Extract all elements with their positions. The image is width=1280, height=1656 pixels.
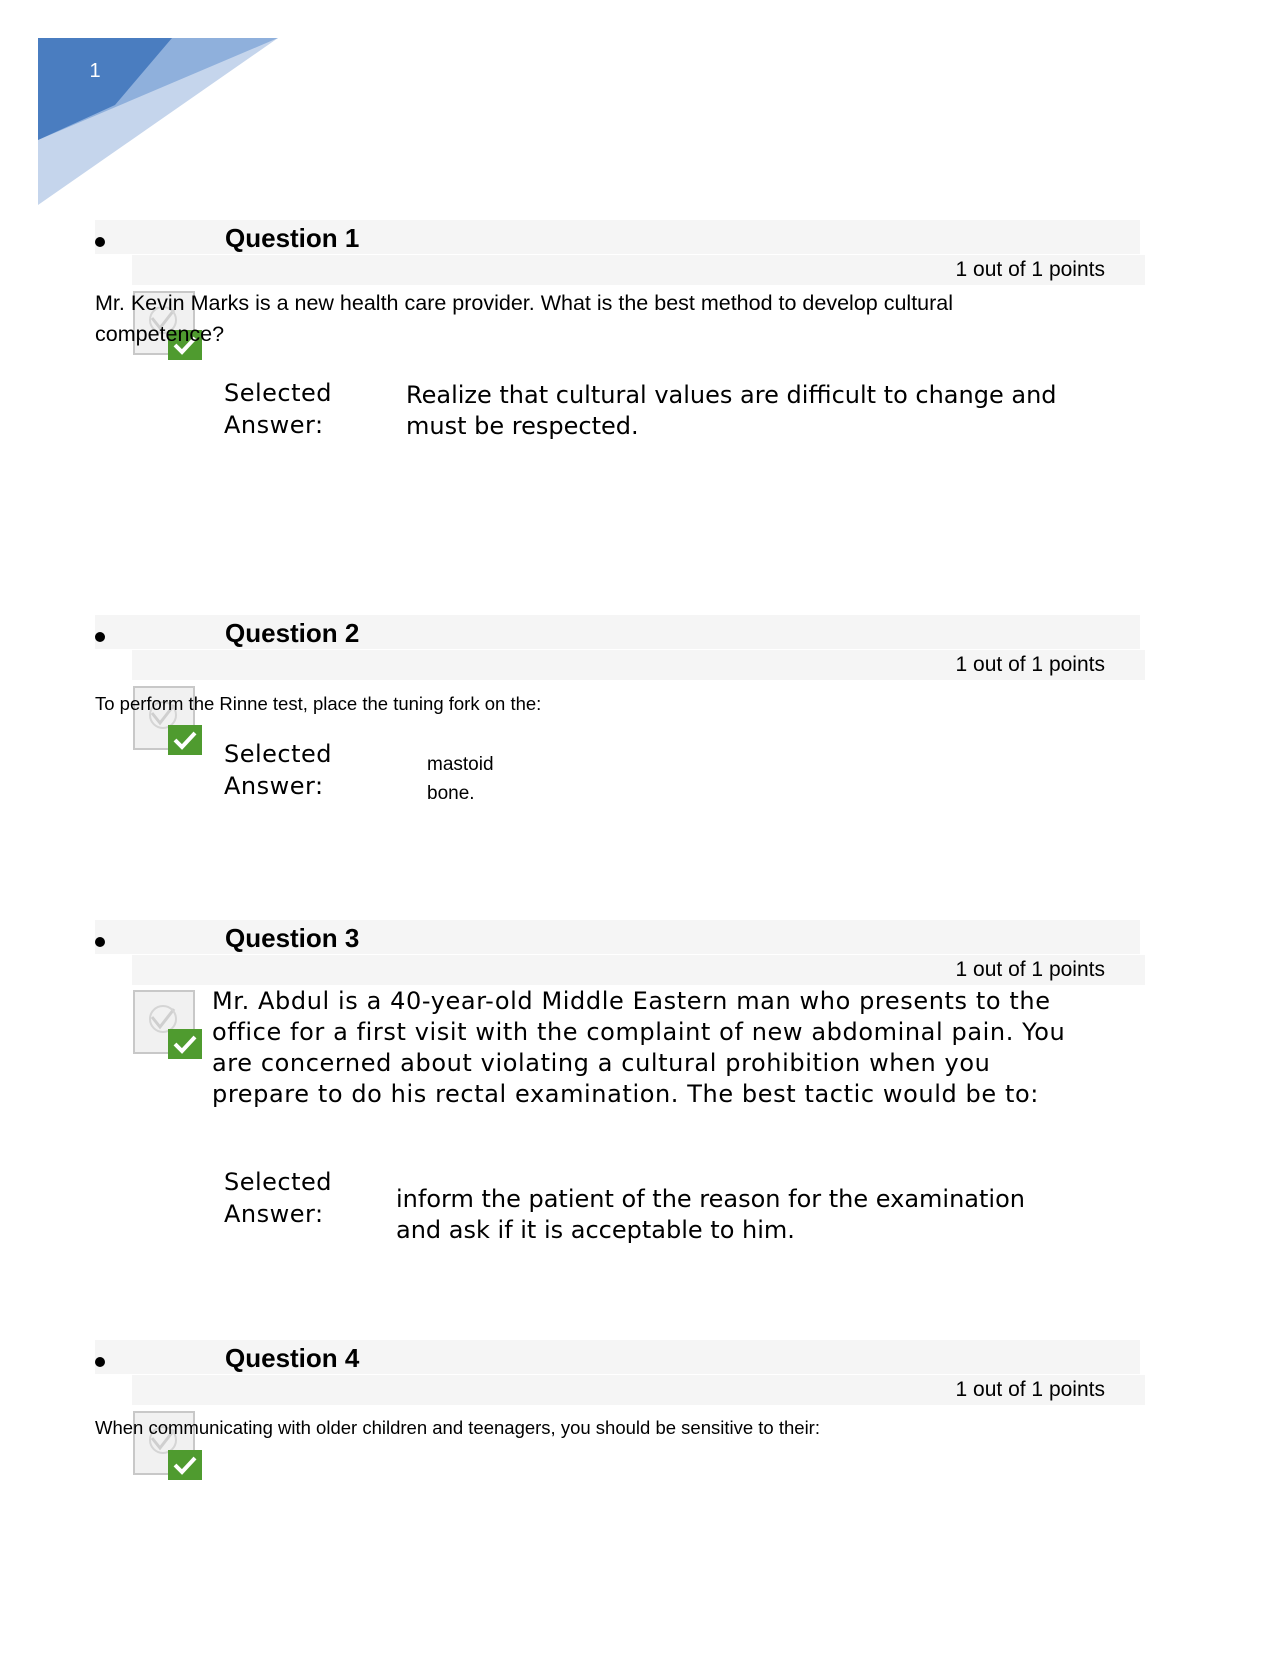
selected-answer: mastoid bone. [427, 754, 494, 804]
selected-answer-label: Selected Answer: [224, 379, 333, 439]
selected-answer-label: Selected Answer: [224, 740, 333, 800]
question-points: 1 out of 1 points [955, 1378, 1105, 1401]
bullet-icon [95, 237, 105, 247]
question-title: Question 1 [225, 223, 360, 253]
question-text: Mr. Abdul is a 40-year-old Middle Eastern man who presents to the office for a first visit with the complaint of new abdominal pain. You are concerned about violating a cultural prohibition when you prepare to do his rectal examination. The best tactic would be to: [212, 987, 1066, 1108]
corner-decoration [0, 0, 300, 220]
selected-answer-label: Selected Answer: [224, 1168, 333, 1228]
question-points: 1 out of 1 points [955, 958, 1105, 981]
question-title: Question 2 [225, 618, 360, 648]
bullet-icon [95, 1357, 105, 1367]
bullet-icon [95, 632, 105, 642]
question-points: 1 out of 1 points [955, 258, 1105, 281]
question-title: Question 4 [225, 1343, 360, 1373]
question-text: To perform the Rinne test, place the tuning fork on the: [95, 693, 542, 714]
page-number: 1 [89, 60, 101, 82]
selected-answer: inform the patient of the reason for the examination and ask if it is acceptable to him. [396, 1185, 1025, 1244]
question-title: Question 3 [225, 923, 360, 953]
question-points: 1 out of 1 points [955, 653, 1105, 676]
selected-answer: Realize that cultural values are difficult to change and must be respected. [406, 381, 1057, 440]
bullet-icon [95, 937, 105, 947]
correct-check-icon [132, 987, 206, 1061]
question-text: When communicating with older children and teenagers, you should be sensitive to their: [95, 1417, 820, 1438]
question-text: Mr. Kevin Marks is a new health care provider. What is the best method to develop cultural competence? [95, 291, 954, 346]
